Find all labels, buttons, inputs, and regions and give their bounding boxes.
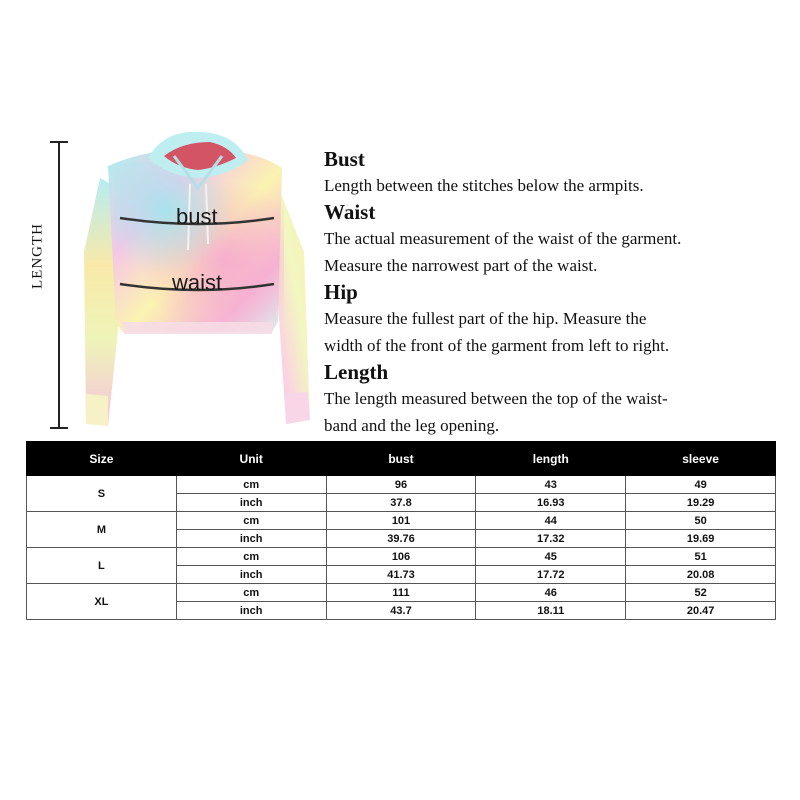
header-length: length <box>476 442 626 476</box>
header-sleeve: sleeve <box>626 442 776 476</box>
length-indicator-line <box>58 142 60 428</box>
length-cell: 17.72 <box>476 566 626 584</box>
sleeve-cell: 51 <box>626 548 776 566</box>
length-cell: 46 <box>476 584 626 602</box>
table-row <box>27 512 776 530</box>
sleeve-cell: 20.47 <box>626 602 776 620</box>
unit-cell: cm <box>176 476 326 494</box>
definition-text: Measure the narrowest part of the waist. <box>324 256 598 275</box>
definition-length <box>324 359 794 439</box>
definition-text: Length between the stitches below the armpits. <box>324 176 644 195</box>
definition-term: Hip <box>324 280 358 304</box>
bust-cell: 43.7 <box>326 602 476 620</box>
sleeve-cell: 52 <box>626 584 776 602</box>
definition-term: Waist <box>324 200 376 224</box>
definition-term: Length <box>324 360 389 384</box>
length-cell: 43 <box>476 476 626 494</box>
length-cell: 17.32 <box>476 530 626 548</box>
header-size: Size <box>27 442 177 476</box>
sleeve-cell: 49 <box>626 476 776 494</box>
unit-cell: inch <box>176 494 326 512</box>
header-unit: Unit <box>176 442 326 476</box>
bust-line-label: bust <box>176 204 218 229</box>
table-row <box>27 584 776 602</box>
waist-line-label: waist <box>172 270 223 295</box>
definition-text: The actual measurement of the waist of the garment. <box>324 229 682 248</box>
definition-bust <box>324 146 794 199</box>
unit-cell: inch <box>176 566 326 584</box>
length-indicator-bottom-cap <box>50 427 68 429</box>
definition-waist <box>324 199 794 279</box>
sleeve-cell: 50 <box>626 512 776 530</box>
table-header-row <box>27 442 776 476</box>
unit-cell: cm <box>176 548 326 566</box>
measurement-definitions <box>324 146 794 439</box>
definition-text: Measure the fullest part of the hip. Measure the <box>324 309 647 328</box>
bust-cell: 111 <box>326 584 476 602</box>
bust-cell: 41.73 <box>326 566 476 584</box>
size-chart-table <box>26 441 776 620</box>
unit-cell: cm <box>176 512 326 530</box>
unit-cell: cm <box>176 584 326 602</box>
bust-cell: 106 <box>326 548 476 566</box>
bust-cell: 96 <box>326 476 476 494</box>
size-cell: M <box>27 512 177 548</box>
size-cell: S <box>27 476 177 512</box>
definition-text: width of the front of the garment from left to right. <box>324 336 670 355</box>
table-row <box>27 548 776 566</box>
sleeve-cell: 19.69 <box>626 530 776 548</box>
size-cell: L <box>27 548 177 584</box>
sleeve-cell: 19.29 <box>626 494 776 512</box>
definition-term: Bust <box>324 147 365 171</box>
header-bust: bust <box>326 442 476 476</box>
table-row <box>27 476 776 494</box>
size-cell: XL <box>27 584 177 620</box>
length-label: LENGTH <box>29 223 46 289</box>
length-cell: 45 <box>476 548 626 566</box>
sleeve-cell: 20.08 <box>626 566 776 584</box>
definition-text: The length measured between the top of the waist- <box>324 389 668 408</box>
unit-cell: inch <box>176 602 326 620</box>
definition-text: band and the leg opening. <box>324 416 500 435</box>
unit-cell: inch <box>176 530 326 548</box>
length-cell: 18.11 <box>476 602 626 620</box>
bust-cell: 39.76 <box>326 530 476 548</box>
length-cell: 16.93 <box>476 494 626 512</box>
length-cell: 44 <box>476 512 626 530</box>
definition-hip <box>324 279 794 359</box>
bust-cell: 101 <box>326 512 476 530</box>
bust-cell: 37.8 <box>326 494 476 512</box>
